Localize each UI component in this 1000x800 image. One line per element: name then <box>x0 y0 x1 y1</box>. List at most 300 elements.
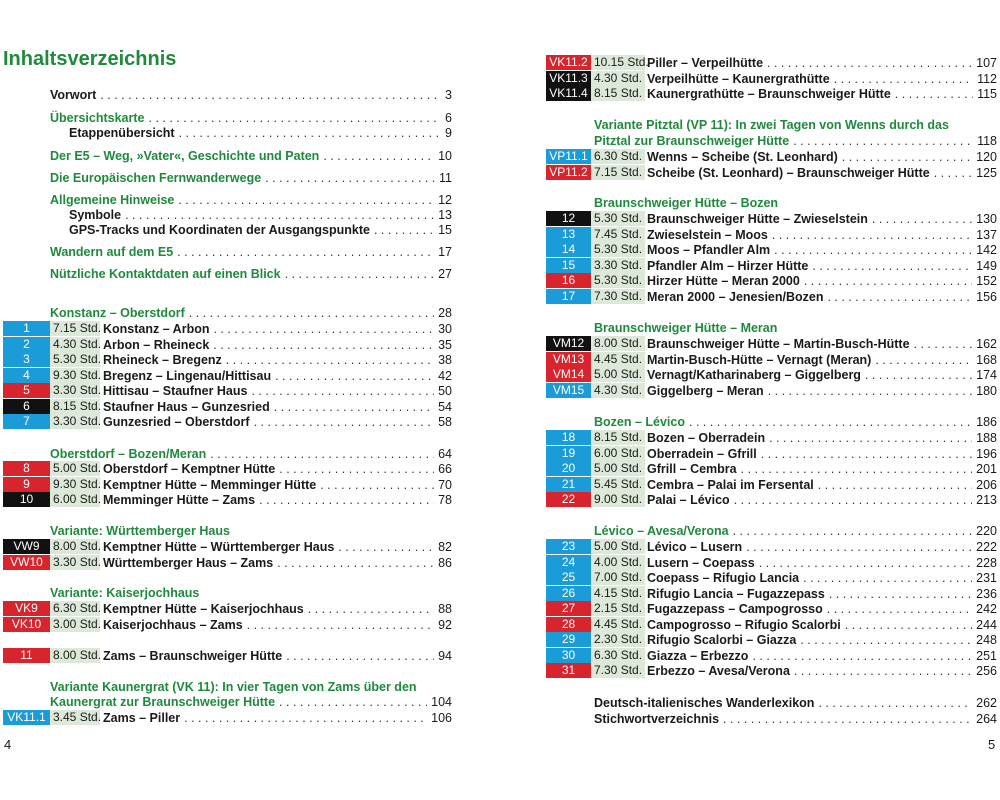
toc-leader-line <box>50 305 452 321</box>
leader-dots <box>865 367 972 383</box>
toc-leader-line <box>103 539 452 555</box>
leader-dots <box>189 305 434 321</box>
stage-entry[interactable] <box>3 321 452 337</box>
stage-entry[interactable] <box>3 555 452 571</box>
stage-entry[interactable] <box>3 648 452 664</box>
stage-duration: 5.45 Std. <box>591 477 645 492</box>
toc-leader-line <box>103 617 452 633</box>
leader-dots <box>768 383 972 399</box>
toc-entry[interactable] <box>594 711 997 727</box>
section-heading-text: Braunschweiger Hütte – Bozen <box>594 196 779 210</box>
leader-dots <box>767 55 972 71</box>
toc-entry[interactable] <box>50 110 452 126</box>
stage-entry[interactable] <box>546 555 997 571</box>
leader-dots <box>872 211 972 227</box>
toc-page-number: 118 <box>977 134 997 148</box>
stage-route: Gfrill – Cembra <box>647 462 737 476</box>
stage-entry[interactable] <box>546 55 997 71</box>
leader-dots <box>254 414 435 430</box>
stage-entry[interactable] <box>546 86 997 102</box>
toc-leader-line <box>647 383 997 399</box>
page-number-right: 5 <box>988 737 996 752</box>
leader-dots <box>213 337 434 353</box>
leader-dots <box>803 570 972 586</box>
toc-entry[interactable] <box>69 207 452 223</box>
toc-entry-label: Stichwortverzeichnis <box>594 711 720 726</box>
stage-route: Wenns – Scheibe (St. Leonhard) <box>647 150 838 164</box>
toc-leader-line <box>647 165 997 181</box>
stage-duration: 3.30 Std. <box>50 555 100 570</box>
stage-entry[interactable] <box>546 336 997 352</box>
toc-page-number: 222 <box>976 540 997 554</box>
toc-page-number: 264 <box>976 711 997 726</box>
toc-page-number: 15 <box>438 223 452 237</box>
stage-route: Kemptner Hütte – Kaiserjochhaus <box>103 602 304 616</box>
stage-badge: VM13 <box>546 352 591 367</box>
stage-entry[interactable] <box>546 430 997 446</box>
toc-entry[interactable] <box>50 266 452 282</box>
stage-route: Piller – Verpeilhütte <box>647 56 764 70</box>
stage-entry[interactable] <box>546 383 997 399</box>
toc-page-number: 9 <box>445 126 452 140</box>
toc-entry-label: Oberstdorf – Bozen/Meran <box>50 447 207 461</box>
stage-badge: 7 <box>3 414 50 429</box>
toc-page-number: 64 <box>438 447 452 461</box>
stage-duration: 3.30 Std. <box>50 414 100 429</box>
stage-badge: 25 <box>546 570 591 585</box>
stage-entry[interactable] <box>3 710 452 726</box>
stage-badge: 1 <box>3 321 50 336</box>
stage-duration: 8.15 Std. <box>50 399 100 414</box>
stage-route: Campogrosso – Rifugio Scalorbi <box>647 617 841 632</box>
leader-dots <box>308 601 434 617</box>
stage-entry[interactable] <box>546 586 997 602</box>
stage-route: Oberstdorf – Kemptner Hütte <box>103 462 276 476</box>
toc-entry-label: Deutsch-italienisches Wanderlexikon <box>594 696 815 710</box>
stage-duration: 6.00 Std. <box>591 446 645 461</box>
stage-duration: 8.00 Std. <box>591 336 645 351</box>
leader-dots <box>374 222 434 238</box>
toc-page-number: 137 <box>976 227 997 242</box>
stage-route: Staufner Haus – Gunzesried <box>103 399 270 414</box>
section-heading-text: Variante Pitztal (VP 11): In zwei Tagen von Wenns durch das <box>594 118 949 132</box>
stage-entry[interactable] <box>546 289 997 305</box>
leader-dots <box>818 477 972 493</box>
stage-entry[interactable] <box>3 383 452 399</box>
stage-route: Hirzer Hütte – Meran 2000 <box>647 274 800 288</box>
stage-entry[interactable] <box>3 461 452 477</box>
stage-entry[interactable] <box>546 71 997 87</box>
section-heading-text: Variante Kaunergrat (VK 11): In vier Tagen von Zams über den <box>50 680 417 694</box>
leader-dots <box>286 648 434 664</box>
stage-duration: 4.30 Std. <box>591 71 645 86</box>
toc-page-number: 112 <box>977 71 997 86</box>
toc-page-number: 262 <box>976 696 997 710</box>
toc-page-number: 188 <box>976 431 997 445</box>
toc-leader-line <box>103 321 452 337</box>
stage-duration: 5.00 Std. <box>591 539 645 554</box>
stage-duration: 5.30 Std. <box>50 352 100 367</box>
toc-entry[interactable] <box>594 133 997 149</box>
toc-page-number: 88 <box>438 602 452 616</box>
stage-duration: 4.30 Std. <box>50 337 100 352</box>
toc-page-number: 106 <box>431 711 452 725</box>
stage-badge: VK11.2 <box>546 55 591 70</box>
toc-entry-label: Kaunergrat zur Braunschweiger Hütte <box>50 695 276 709</box>
toc-page-number: 66 <box>438 462 452 476</box>
stage-badge: 8 <box>3 461 50 476</box>
section-heading <box>594 117 949 133</box>
stage-entry[interactable] <box>546 227 997 243</box>
stage-route: Meran 2000 – Jenesien/Bozen <box>647 289 824 304</box>
toc-leader-line <box>103 477 452 493</box>
stage-route: Scheibe (St. Leonhard) – Braunschweiger Hütte <box>647 165 930 180</box>
toc-page-number: 42 <box>438 368 452 383</box>
toc-page-number: 107 <box>976 56 997 70</box>
toc-entry[interactable] <box>50 305 452 321</box>
toc-entry[interactable] <box>594 414 997 430</box>
toc-page-number: 115 <box>977 87 997 101</box>
stage-entry[interactable] <box>546 461 997 477</box>
toc-leader-line <box>50 170 452 186</box>
toc-entry[interactable] <box>50 192 452 208</box>
toc-leader-line <box>103 648 452 664</box>
stage-badge: 20 <box>546 461 591 476</box>
toc-leader-line <box>647 227 997 243</box>
stage-badge: 11 <box>3 648 50 663</box>
stage-badge: 14 <box>546 242 591 257</box>
stage-entry[interactable] <box>546 648 997 664</box>
leader-dots <box>213 321 434 337</box>
toc-leader-line <box>647 55 997 71</box>
toc-entry-label: Übersichtskarte <box>50 111 145 125</box>
toc-entry-label: Symbole <box>69 208 122 222</box>
leader-dots <box>320 477 434 493</box>
stage-route: Fugazzepass – Campogrosso <box>647 602 823 616</box>
stage-badge: 3 <box>3 352 50 367</box>
toc-page-number: 244 <box>976 617 997 632</box>
toc-page-number: 213 <box>976 493 997 507</box>
stage-badge: VM14 <box>546 367 591 382</box>
toc-leader-line <box>103 710 452 726</box>
stage-badge: 6 <box>3 399 50 414</box>
stage-duration: 8.00 Std. <box>50 539 100 554</box>
toc-title: Inhaltsverzeichnis <box>3 48 177 70</box>
leader-dots <box>177 244 434 260</box>
toc-leader-line <box>647 336 997 352</box>
stage-duration: 10.15 Std. <box>591 55 645 70</box>
stage-entry[interactable] <box>546 570 997 586</box>
toc-leader-line <box>69 125 452 141</box>
toc-page-number: 120 <box>976 150 997 164</box>
stage-route: Giazza – Erbezzo <box>647 648 749 663</box>
stage-duration: 3.00 Std. <box>50 617 100 632</box>
toc-leader-line <box>103 399 452 415</box>
toc-page-number: 17 <box>438 245 452 259</box>
stage-badge: 5 <box>3 383 50 398</box>
leader-dots <box>741 461 973 477</box>
stage-duration: 9.30 Std. <box>50 477 100 492</box>
stage-duration: 4.45 Std. <box>591 617 645 632</box>
leader-dots <box>759 555 972 571</box>
leader-dots <box>804 273 972 289</box>
leader-dots <box>251 383 434 399</box>
toc-leader-line <box>647 352 997 368</box>
leader-dots <box>774 242 972 258</box>
toc-page-number: 28 <box>438 306 452 320</box>
toc-entry[interactable] <box>594 523 997 539</box>
toc-page-number: 92 <box>438 617 452 632</box>
toc-page-number: 35 <box>438 337 452 352</box>
toc-leader-line <box>103 337 452 353</box>
stage-route: Bozen – Oberradein <box>647 431 766 445</box>
stage-route: Giggelberg – Meran <box>647 383 764 398</box>
toc-page-number: 162 <box>976 337 997 351</box>
toc-entry[interactable] <box>69 125 452 141</box>
stage-duration: 8.15 Std. <box>591 86 645 101</box>
stage-duration: 5.30 Std. <box>591 273 645 288</box>
stage-duration: 5.00 Std. <box>50 461 100 476</box>
stage-duration: 8.00 Std. <box>50 648 100 663</box>
stage-badge: 27 <box>546 601 591 616</box>
stage-entry[interactable] <box>546 258 997 274</box>
toc-page-number: 82 <box>438 540 452 554</box>
stage-route: Vernagt/Katharinaberg – Giggelberg <box>647 368 861 382</box>
toc-entry[interactable] <box>50 170 452 186</box>
leader-dots <box>829 586 972 602</box>
right-page <box>500 0 1000 800</box>
stage-duration: 3.45 Std. <box>50 710 100 725</box>
leader-dots <box>772 227 972 243</box>
toc-entry[interactable] <box>594 695 997 711</box>
stage-route: Braunschweiger Hütte – Martin-Busch-Hütte <box>647 337 910 351</box>
stage-entry[interactable] <box>3 399 452 415</box>
stage-route: Bregenz – Lingenau/Hittisau <box>103 368 272 383</box>
stage-route: Cembra – Palai im Fersental <box>647 477 814 492</box>
stage-badge: VK11.1 <box>3 710 50 725</box>
leader-dots <box>285 266 435 282</box>
stage-route: Kaunergrathütte – Braunschweiger Hütte <box>647 87 891 101</box>
stage-entry[interactable] <box>546 632 997 648</box>
toc-entry-label: Wandern auf dem E5 <box>50 245 174 259</box>
toc-leader-line <box>647 242 997 258</box>
stage-duration: 7.30 Std. <box>591 663 645 678</box>
toc-page-number: 186 <box>976 415 997 429</box>
toc-page-number: 236 <box>976 586 997 601</box>
toc-leader-line <box>103 461 452 477</box>
leader-dots <box>247 617 434 633</box>
stage-route: Rheineck – Bregenz <box>103 353 222 367</box>
stage-duration: 7.15 Std. <box>591 165 645 180</box>
toc-leader-line <box>647 632 997 648</box>
stage-route: Lusern – Coepass <box>647 555 755 570</box>
stage-duration: 6.00 Std. <box>50 492 100 507</box>
toc-leader-line <box>647 71 997 87</box>
stage-entry[interactable] <box>3 492 452 508</box>
leader-dots <box>752 648 972 664</box>
section-heading-text: Variante: Württemberger Haus <box>50 524 230 538</box>
toc-entry-label: Vorwort <box>50 88 97 102</box>
stage-badge: VM12 <box>546 336 591 351</box>
stage-entry[interactable] <box>546 211 997 227</box>
leader-dots <box>179 125 441 141</box>
toc-leader-line <box>69 222 452 238</box>
stage-badge: 10 <box>3 492 50 507</box>
toc-page-number: 130 <box>976 212 997 226</box>
toc-entry[interactable] <box>50 446 452 462</box>
leader-dots <box>184 710 427 726</box>
toc-page-number: 180 <box>976 383 997 398</box>
toc-leader-line <box>50 244 452 260</box>
stage-entry[interactable] <box>3 601 452 617</box>
stage-route: Konstanz – Arbon <box>103 322 210 336</box>
toc-entry[interactable] <box>50 694 452 710</box>
stage-entry[interactable] <box>546 446 997 462</box>
toc-entry-label: Etappenübersicht <box>69 126 175 140</box>
leader-dots <box>277 555 434 571</box>
stage-entry[interactable] <box>546 617 997 633</box>
stage-entry[interactable] <box>546 242 997 258</box>
stage-route: Braunschweiger Hütte – Zwieselstein <box>647 212 868 226</box>
stage-duration: 8.15 Std. <box>591 430 645 445</box>
toc-entry-label: GPS-Tracks und Koordinaten der Ausgangspunkte <box>69 223 370 237</box>
toc-leader-line <box>647 539 997 555</box>
stage-entry[interactable] <box>546 149 997 165</box>
toc-page-number: 168 <box>976 352 997 367</box>
stage-badge: VM15 <box>546 383 591 398</box>
stage-entry[interactable] <box>3 337 452 353</box>
toc-leader-line <box>50 446 452 462</box>
toc-leader-line <box>647 446 997 462</box>
stage-route: Oberradein – Gfrill <box>647 446 757 461</box>
toc-page-number: 242 <box>976 602 997 616</box>
stage-entry[interactable] <box>3 477 452 493</box>
stage-entry[interactable] <box>3 352 452 368</box>
stage-route: Lévico – Lusern <box>647 540 743 554</box>
stage-entry[interactable] <box>546 663 997 679</box>
leader-dots <box>210 446 434 462</box>
toc-entry-label: Lévico – Avesa/Verona <box>594 524 729 538</box>
stage-route: Moos – Pfandler Alm <box>647 243 771 257</box>
stage-entry[interactable] <box>546 539 997 555</box>
toc-page-number: 30 <box>438 322 452 336</box>
leader-dots <box>834 71 973 87</box>
toc-page-number: 13 <box>438 208 452 222</box>
stage-entry[interactable] <box>3 539 452 555</box>
toc-entry[interactable] <box>69 222 452 238</box>
toc-entry-label: Der E5 – Weg, »Vater«, Geschichte und Paten <box>50 149 320 163</box>
toc-leader-line <box>594 133 997 149</box>
leader-dots <box>812 258 972 274</box>
toc-leader-line <box>647 211 997 227</box>
stage-entry[interactable] <box>546 273 997 289</box>
toc-leader-line <box>647 430 997 446</box>
page-number-left: 4 <box>4 737 12 752</box>
stage-badge: 24 <box>546 555 591 570</box>
toc-leader-line <box>103 492 452 508</box>
stage-entry[interactable] <box>3 617 452 633</box>
toc-page-number: 156 <box>976 289 997 304</box>
toc-leader-line <box>647 258 997 274</box>
toc-entry-label: Nützliche Kontaktdaten auf einen Blick <box>50 267 281 281</box>
stage-badge: VK11.4 <box>546 86 591 101</box>
toc-page-number: 58 <box>438 415 452 429</box>
toc-page-number: 174 <box>976 368 997 382</box>
stage-route: Kemptner Hütte – Württemberger Haus <box>103 540 335 554</box>
section-heading-text: Variante: Kaiserjochhaus <box>50 586 200 600</box>
stage-duration: 5.00 Std. <box>591 461 645 476</box>
stage-entry[interactable] <box>546 477 997 493</box>
toc-leader-line <box>647 86 997 102</box>
stage-badge: 26 <box>546 586 591 601</box>
toc-leader-line <box>594 523 997 539</box>
toc-page-number: 78 <box>438 493 452 507</box>
stage-duration: 2.30 Std. <box>591 632 645 647</box>
stage-entry[interactable] <box>546 601 997 617</box>
stage-entry[interactable] <box>546 352 997 368</box>
stage-badge: 21 <box>546 477 591 492</box>
stage-route: Zwieselstein – Moos <box>647 227 768 242</box>
stage-badge: 29 <box>546 632 591 647</box>
stage-duration: 3.30 Std. <box>591 258 645 273</box>
toc-entry[interactable] <box>50 87 452 103</box>
stage-badge: 17 <box>546 289 591 304</box>
leader-dots <box>279 694 427 710</box>
stage-badge: VP11.1 <box>546 149 591 164</box>
toc-entry-label: Bozen – Lévico <box>594 415 685 429</box>
toc-entry[interactable] <box>50 244 452 260</box>
leader-dots <box>914 336 973 352</box>
stage-badge: VW9 <box>3 539 50 554</box>
stage-badge: 13 <box>546 227 591 242</box>
toc-page-number: 206 <box>976 477 997 492</box>
stage-entry[interactable] <box>3 414 452 430</box>
leader-dots <box>761 446 972 462</box>
stage-entry[interactable] <box>3 368 452 384</box>
stage-duration: 7.45 Std. <box>591 227 645 242</box>
toc-leader-line <box>50 87 452 103</box>
leader-dots <box>794 663 972 679</box>
leader-dots <box>746 539 972 555</box>
toc-page-number: 6 <box>445 111 452 125</box>
stage-duration: 2.15 Std. <box>591 601 645 616</box>
stage-badge: 23 <box>546 539 591 554</box>
section-heading <box>50 585 199 601</box>
stage-duration: 4.30 Std. <box>591 383 645 398</box>
toc-page-number: 248 <box>976 633 997 647</box>
stage-route: Hittisau – Staufner Haus <box>103 384 248 398</box>
toc-page-number: 94 <box>438 649 452 663</box>
stage-entry[interactable] <box>546 492 997 508</box>
toc-page-number: 54 <box>438 399 452 414</box>
toc-entry[interactable] <box>50 148 452 164</box>
toc-leader-line <box>103 601 452 617</box>
toc-leader-line <box>103 414 452 430</box>
stage-entry[interactable] <box>546 165 997 181</box>
stage-badge: 16 <box>546 273 591 288</box>
toc-leader-line <box>594 414 997 430</box>
stage-route: Zams – Braunschweiger Hütte <box>103 649 283 663</box>
toc-page-number: 11 <box>439 171 452 185</box>
stage-route: Gunzesried – Oberstdorf <box>103 415 250 429</box>
stage-badge: 4 <box>3 368 50 383</box>
stage-entry[interactable] <box>546 367 997 383</box>
leader-dots <box>689 414 972 430</box>
leader-dots <box>279 461 434 477</box>
toc-page-number: 201 <box>976 462 997 476</box>
toc-page-number: 149 <box>976 258 997 273</box>
toc-page-number: 251 <box>976 648 997 663</box>
